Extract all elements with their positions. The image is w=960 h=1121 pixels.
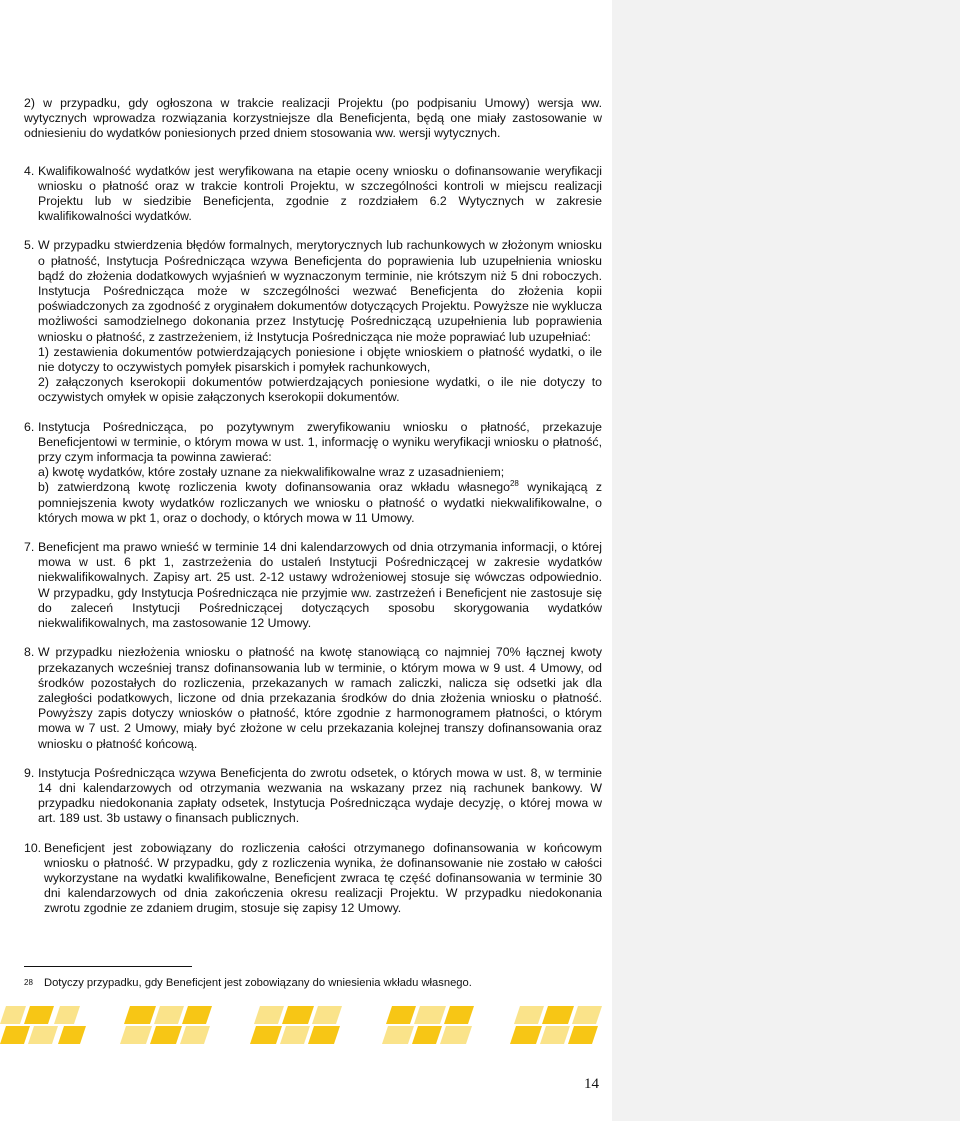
document-body: [24, 96, 602, 917]
item-4: [24, 164, 602, 225]
logo-block-4: [382, 1006, 474, 1044]
item-8: [24, 645, 602, 751]
logo-block-5: [510, 1006, 602, 1044]
paragraph: Kwalifikowalność wydatków jest weryfikowana na etapie oceny wniosku o dofinansowanie weryfikacji wniosku o płatność oraz w trakcie kontroli Projektu, w szczególności kontroli w miejscu realizacji Projektu lub w siedzibie Beneficjenta, zgodnie z rozdziałem 6.2 Wytycznych w zakresie kwalifikowalności wydatków.: [38, 163, 602, 224]
footnote-ref: 28: [509, 479, 519, 489]
item-number: 10.: [24, 840, 42, 855]
logo-block-1: [0, 1006, 86, 1044]
item-6: [24, 420, 602, 526]
paragraph: Instytucja Pośrednicząca wzywa Beneficjenta do zwrotu odsetek, o których mowa w ust. 8, w terminie 14 dni kalendarzowych od otrzymania wezwania na wskazany przez nią rachunek bankowy. W przypadku niedokonania zapłaty odsetek, Instytucja Pośrednicząca wydaje decyzję, o której mowa w art. 189 ust. 3b ustawy o finansach publicznych.: [38, 765, 602, 826]
paragraph: W przypadku niezłożenia wniosku o płatność na kwotę stanowiącą co najmniej 70% łącznej kwoty przekazanych wcześniej transz dofinansowania lub w terminie, o którym mowa w 9 ust. 4 Umowy, od środków pozostałych do rozliczenia, przekazanych w ramach zaliczki, nalicza się odsetki jak dla zaległości podatkowych, liczone od dnia przekazania środków do dnia złożenia wniosku o płatność. Powyższy zapis dotyczy wniosków o płatność, które zgodnie z harmonogramem płatności, o którym mowa w 7 ust. 2 Umowy, miały być złożone w celu przekazania kolejnej transzy dofinansowania oraz wniosku o płatność końcową.: [38, 645, 602, 751]
item-number: 4.: [24, 163, 35, 178]
footnote-number: 28: [24, 978, 33, 987]
item-continuation-2: [24, 96, 602, 142]
logo-block-3: [250, 1006, 342, 1044]
footnote-text: Dotyczy przypadku, gdy Beneficjent jest zobowiązany do wniesienia wkładu własnego.: [44, 977, 472, 989]
paragraph: Beneficjent ma prawo wnieść w terminie 14 dni kalendarzowych od dnia otrzymania informacji, o której mowa w ust. 6 pkt 1, zastrzeżenia do ustaleń Instytucji Pośredniczącej w zakresie wydatków niekwalifikowalnych. Zapisy art. 25 ust. 2-12 ustawy wdrożeniowej stosuje się wówczas odpowiednio. W przypadku, gdy Instytucja Pośrednicząca nie przyjmie ww. zastrzeżeń i Beneficjent nie zastosuje się do zaleceń Instytucji Pośredniczącej dotyczących sposobu skorygowania wydatków niekwalifikowalnych, ma zastosowanie 12 Umowy.: [38, 540, 602, 631]
item-number: 7.: [24, 540, 35, 555]
sub-point-b: b) zatwierdzoną kwotę rozliczenia kwoty dofinansowania oraz wkładu własnego$^{28}$ wynikającą z pomniejszenia kwoty wydatków rozliczanych we wniosku o płatność o wydatki niekwalifikowalne, o których mowa w pkt 1, oraz o dochody, o których mowa w 11 Umowy.: [38, 479, 603, 525]
item-number: 5.: [24, 238, 35, 253]
paragraph: Instytucja Pośrednicząca, po pozytywnym zweryfikowaniu wniosku o płatność, przekazuje Beneficjentowi w terminie, o którym mowa w ust. 1, informację o wyniku weryfikacji wniosku o płatność, przy czym informacja ta powinna zawierać:: [38, 419, 602, 465]
footnote: [24, 976, 602, 990]
paragraph: W przypadku stwierdzenia błędów formalnych, merytorycznych lub rachunkowych w złożonym wniosku o płatność, Instytucja Pośrednicząca wzywa Beneficjenta do poprawienia lub uzupełnienia wniosku bądź do złożenia dodatkowych wyjaśnień w wyznaczonym terminie, nie krótszym niż 5 dni roboczych. Instytucja Pośrednicząca może w szczególności wezwać Beneficjenta do złożenia kopii poświadczonych za zgodność z oryginałem dokumentów dotyczących Projektu. Powyższe nie wyklucza możliwości samodzielnego dokonania przez Instytucję Pośredniczącą uzupełnienia lub poprawienia wniosku o płatność, z zastrzeżeniem, iż Instytucja Pośrednicząca nie może poprawiać lub uzupełniać:: [38, 238, 602, 344]
logo-strip: [0, 1000, 612, 1046]
item-10: [24, 841, 602, 917]
sub-point-2: 2) załączonych kserokopii dokumentów potwierdzających poniesione wydatki, o ile nie dotyczy to oczywistych omyłek w opisie załączonych kserokopii dokumentów.: [38, 375, 602, 405]
item-number: 6.: [24, 419, 35, 434]
page-number: 14: [584, 1076, 599, 1092]
paragraph: Beneficjent jest zobowiązany do rozliczenia całości otrzymanego dofinansowania w końcowym wniosku o płatność. W przypadku, gdy z rozliczenia wynika, że dofinansowanie nie zostało w całości wykorzystane na wydatki kwalifikowalne, Beneficjent zwraca tę część dofinansowania w terminie 30 dni kalendarzowych od dnia zakończenia okresu realizacji Projektu. W przypadku niedokonania zwrotu zgodnie ze zdaniem drugim, stosuje się zapisy 12 Umowy.: [44, 840, 602, 916]
logo-block-2: [120, 1006, 212, 1044]
sub-point-1: 1) zestawienia dokumentów potwierdzających poniesione i objęte wnioskiem o płatność wydatki, o ile nie dotyczy to oczywistych pomyłek pisarskich i pomyłek rachunkowych,: [38, 344, 602, 375]
paragraph: 2) w przypadku, gdy ogłoszona w trakcie realizacji Projektu (po podpisaniu Umowy) wersja ww. wytycznych wprowadza rozwiązania korzystniejsze dla Beneficjenta, będą one miały zastosowanie w odniesieniu do wydatków poniesionych przed dniem stosowania ww. wersji wytycznych.: [24, 96, 602, 141]
sub-point-a: a) kwotę wydatków, które zostały uznane za niekwalifikowalne wraz z uzasadnieniem;: [38, 465, 505, 480]
item-7: [24, 540, 602, 631]
right-margin-panel: [612, 0, 960, 1121]
footnote-separator: [24, 966, 192, 967]
item-9: [24, 766, 602, 827]
item-number: 8.: [24, 645, 35, 660]
item-5: [24, 238, 602, 405]
item-number: 9.: [24, 765, 35, 780]
